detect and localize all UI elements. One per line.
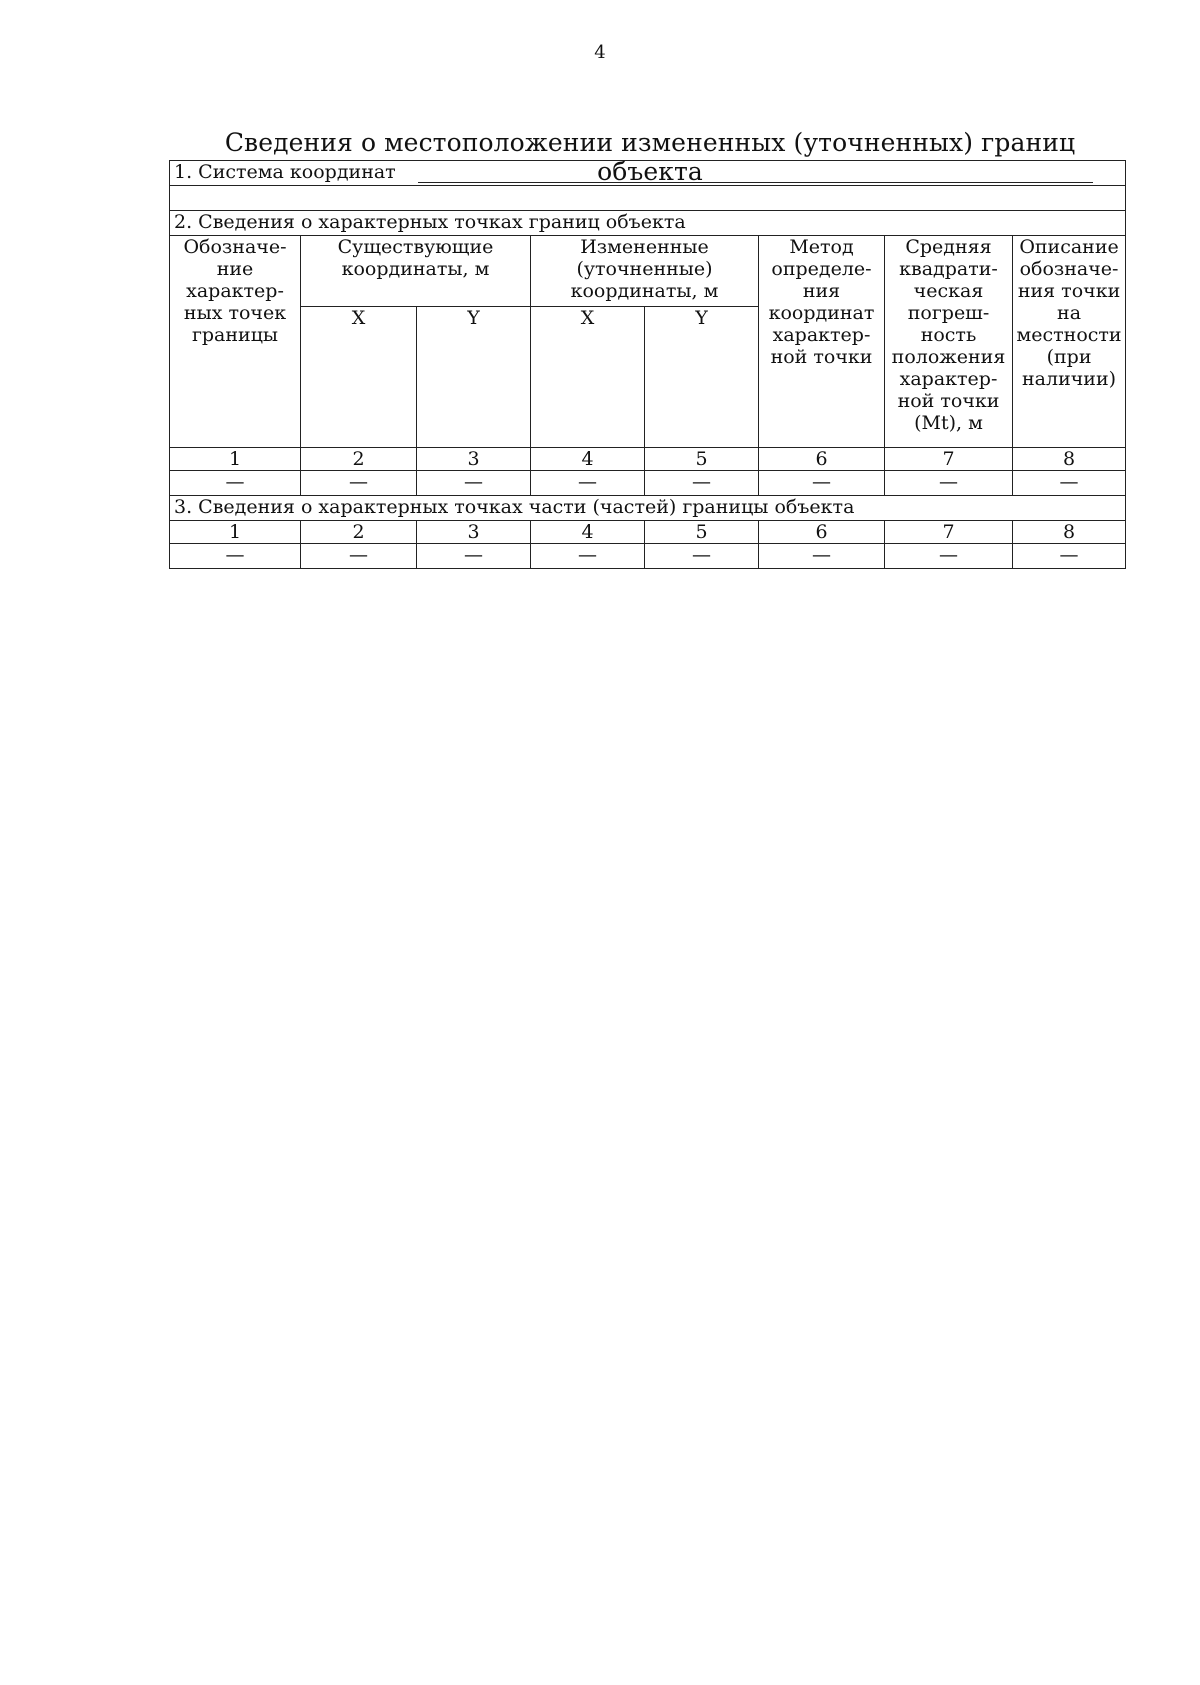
section2-row — [170, 211, 1126, 236]
section3-column-numbers-row — [170, 521, 1126, 544]
column-number: 8 — [1013, 448, 1126, 471]
coordinate-system-field[interactable] — [418, 164, 1093, 183]
column-number: 1 — [170, 521, 301, 544]
subheader-y-changed: Y — [645, 307, 759, 448]
table-cell: — — [417, 544, 531, 569]
table-cell: — — [759, 544, 885, 569]
table-cell: — — [170, 544, 301, 569]
column-number: 5 — [645, 448, 759, 471]
boundary-table — [169, 160, 1126, 569]
header-designation: Обозначе- ние характер- ных точек границы — [170, 236, 301, 448]
column-number: 7 — [885, 521, 1013, 544]
column-number: 4 — [531, 448, 645, 471]
column-number: 3 — [417, 448, 531, 471]
header-changed-coordinates: Измененные (уточненные) координаты, м — [531, 236, 759, 307]
subheader-y-existing: Y — [417, 307, 531, 448]
section1-row — [170, 161, 1126, 186]
section2-column-numbers-row — [170, 448, 1126, 471]
header-description: Описание обозначе- ния точки на местности (при наличии) — [1013, 236, 1126, 448]
table-cell: — — [301, 544, 417, 569]
header-error: Средняя квадрати- ческая погреш- ность положения характер- ной точки (Mt), м — [885, 236, 1013, 448]
section3-label: 3. Сведения о характерных точках части (частей) границы объекта — [170, 496, 1126, 521]
table-cell: — — [645, 471, 759, 496]
column-number: 1 — [170, 448, 301, 471]
section1-cell — [170, 161, 1126, 186]
page-number: 4 — [594, 42, 606, 63]
empty-cell — [170, 186, 1126, 211]
column-number: 3 — [417, 521, 531, 544]
column-number: 6 — [759, 521, 885, 544]
table-cell: — — [645, 544, 759, 569]
table-cell: — — [417, 471, 531, 496]
section1-empty-row — [170, 186, 1126, 211]
table-cell: — — [1013, 471, 1126, 496]
document-title: Сведения о местоположении измененных (уточненных) границ объекта — [224, 128, 1076, 186]
table-cell: — — [170, 471, 301, 496]
subheader-x-existing: X — [301, 307, 417, 448]
table-cell: — — [531, 544, 645, 569]
column-number: 6 — [759, 448, 885, 471]
table-cell: — — [885, 471, 1013, 496]
section2-label: 2. Сведения о характерных точках границ объекта — [170, 211, 1126, 236]
column-number: 8 — [1013, 521, 1126, 544]
section2-data-row — [170, 471, 1126, 496]
section1-label: 1. Система координат — [174, 161, 396, 183]
column-number: 4 — [531, 521, 645, 544]
section3-data-row — [170, 544, 1126, 569]
column-number: 5 — [645, 521, 759, 544]
column-number: 7 — [885, 448, 1013, 471]
column-number: 2 — [301, 521, 417, 544]
table-cell: — — [759, 471, 885, 496]
section3-row — [170, 496, 1126, 521]
section2-header-row — [170, 236, 1126, 307]
table-cell: — — [885, 544, 1013, 569]
table-cell: — — [531, 471, 645, 496]
header-existing-coordinates: Существующие координаты, м — [301, 236, 531, 307]
table-cell: — — [301, 471, 417, 496]
subheader-x-changed: X — [531, 307, 645, 448]
column-number: 2 — [301, 448, 417, 471]
table-cell: — — [1013, 544, 1126, 569]
header-method: Метод определе- ния координат характер- ной точки — [759, 236, 885, 448]
